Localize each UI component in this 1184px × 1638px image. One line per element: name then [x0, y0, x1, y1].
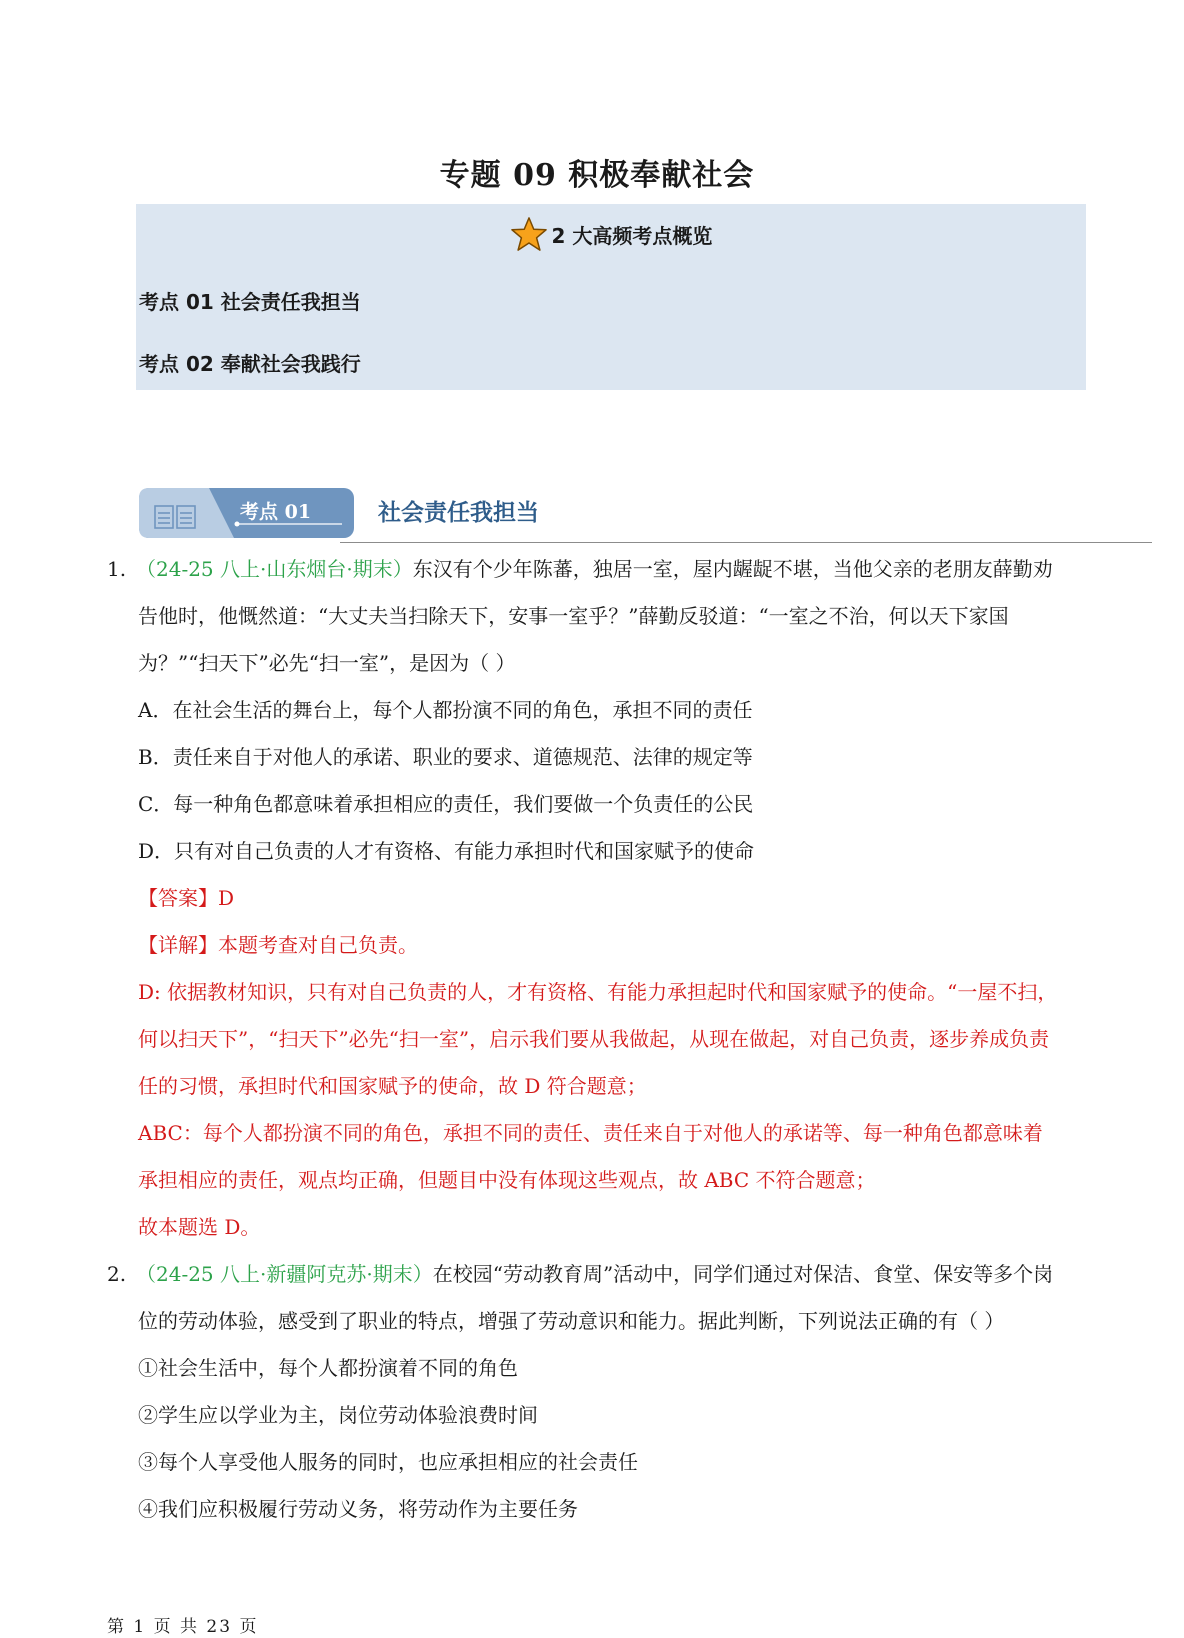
analysis-line: 任的习惯，承担时代和国家赋予的使命，故 D 符合题意； — [138, 1074, 647, 1098]
option-c: C．每一种角色都意味着承担相应的责任，我们要做一个负责任的公民 — [138, 792, 754, 816]
statement-item: ②学生应以学业为主，岗位劳动体验浪费时间 — [138, 1403, 538, 1427]
analysis-line: D: 依据教材知识，只有对自己负责的人，才有资格、有能力承担起时代和国家赋予的使命。“一屋不扫， — [138, 980, 1058, 1004]
option-a: A．在社会生活的舞台上，每个人都扮演不同的角色，承担不同的责任 — [138, 698, 753, 722]
statement-item: ③每个人享受他人服务的同时，也应承担相应的社会责任 — [138, 1450, 638, 1474]
question-source: （24-25 八上·山东烟台·期末） — [136, 557, 413, 581]
option-d: D．只有对自己负责的人才有资格、有能力承担时代和国家赋予的使命 — [138, 839, 755, 863]
question-stem-line: （24-25 八上·新疆阿克苏·期末）在校园“劳动教育周”活动中，同学们通过对保洁、食堂、保安等多个岗 — [136, 1262, 1054, 1286]
question-number: 2. — [107, 1262, 127, 1286]
question-number: 1. — [107, 557, 127, 581]
section-title: 社会责任我担当 — [378, 499, 539, 526]
question-stem-line: 位的劳动体验，感受到了职业的特点，增强了劳动意识和能力。据此判断，下列说法正确的有（ ） — [138, 1309, 1005, 1333]
overview-heading-text: 2 大高频考点概览 — [551, 223, 713, 248]
section-divider — [340, 542, 1152, 543]
overview-item-2: 考点 02 奉献社会我践行 — [139, 352, 361, 376]
statement-item: ①社会生活中，每个人都扮演着不同的角色 — [138, 1356, 518, 1380]
section-tag: 考点 01 — [240, 501, 312, 523]
option-b: B．责任来自于对他人的承诺、职业的要求、道德规范、法律的规定等 — [138, 745, 753, 769]
overview-box — [136, 204, 1086, 390]
detail-heading: 【详解】本题考查对自己负责。 — [138, 933, 418, 957]
statement-item: ④我们应积极履行劳动义务，将劳动作为主要任务 — [138, 1497, 578, 1521]
question-stem-line: 告他时，他慨然道：“大丈夫当扫除天下，安事一室乎？”薛勤反驳道：“一室之不治，何以天下家国 — [138, 604, 1009, 628]
analysis-line: 何以扫天下”，“扫天下”必先“扫一室”，启示我们要从我做起，从现在做起，对自己负责，逐步养成负责 — [138, 1027, 1050, 1051]
star-icon — [510, 216, 548, 252]
analysis-line: 故本题选 D。 — [138, 1215, 261, 1239]
analysis-line: ABC：每个人都扮演不同的角色，承担不同的责任、责任来自于对他人的承诺等、每一种角色都意味着 — [138, 1121, 1043, 1145]
question-source: （24-25 八上·新疆阿克苏·期末） — [136, 1262, 433, 1286]
overview-item-1: 考点 01 社会责任我担当 — [139, 290, 361, 314]
page-title: 专题 09 积极奉献社会 — [439, 158, 755, 193]
overview-heading — [136, 216, 1086, 252]
page-footer: 第 1 页 共 23 页 — [107, 1617, 259, 1637]
analysis-line: 承担相应的责任，观点均正确，但题目中没有体现这些观点，故 ABC 不符合题意； — [138, 1168, 876, 1192]
question-stem-line: 为？”“扫天下”必先“扫一室”，是因为（ ） — [138, 651, 516, 675]
answer: 【答案】D — [138, 886, 235, 910]
question-stem-line: （24-25 八上·山东烟台·期末）东汉有个少年陈蕃，独居一室，屋内龌龊不堪，当他父亲的老朋友薛勤劝 — [136, 557, 1053, 581]
